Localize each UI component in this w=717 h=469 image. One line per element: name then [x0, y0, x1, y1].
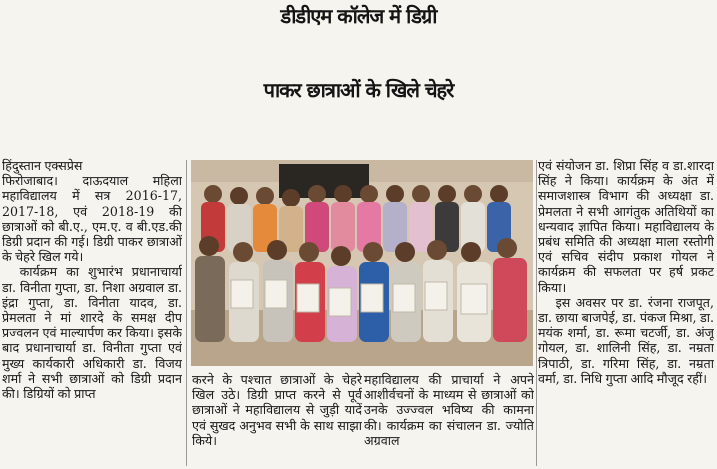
photo-caption-right [364, 372, 534, 468]
caption-right-text: महाविद्यालय की प्राचार्या ने अपने आशीर्वचनों के माध्यम से छात्राओं को उनके उज्ज्वल भविष्य की कामना की। कार्यक्रम का संचालन डा. ज्योति अग्रवाल [364, 372, 534, 448]
byline-place: फिरोजाबाद। [2, 173, 58, 189]
article-column-3 [538, 158, 714, 468]
headline-line-2: पाकर छात्राओं के खिले चेहरे [263, 78, 454, 102]
group-photo-illustration [191, 160, 533, 366]
caption-left-text: करने के पश्चात छात्राओं के चेहरे खिल उठे। डिग्री प्राप्त करने से पूर्व छात्राओं ने महाविद्यालय से जुड़ी यादें एवं सुखद अनुभव सभी के साथ साझा किये। [192, 372, 362, 448]
headline-line-1: डीडीएम कॉलेज में डिग्री [280, 4, 437, 28]
column3-paragraph-1: एवं संयोजन डा. शिप्रा सिंह व डा.शारदा सिंह ने किया। कार्यक्रम के अंत में समाजशास्त्र विभाग की अध्यक्षा डा. प्रेमलता ने सभी आगंतुक अतिथियों का धन्यवाद ज्ञापित किया। महाविद्यालय के प्रबंध समिति की अध्यक्षा माला रस्तोगी एवं सचिव संदीप प्रकाश गोयल ने कार्यक्रम की सफलता पर हर्ष प्रकट किया। [538, 158, 714, 295]
article-column-1 [2, 158, 182, 468]
column1-paragraph-2: कार्यक्रम का शुभारंभ प्रधानाचार्या डा. विनीता गुप्ता, डा. निशा अग्रवाल डा. इंद्रा गुप्ता, डा. विनीता यादव, डा. प्रेमलता ने मां शारदे के समक्ष दीप प्रज्वलन एवं माल्यार्पण कर किया। इसके बाद प्रधानाचार्या डा. विनीता गुप्ता एवं मुख्य कार्यकारी अधिकारी डा. विजय शर्मा ने सभी छात्राओं को डिग्री प्रदान की। डिग्रियों को प्राप्त [2, 264, 182, 402]
column-divider-right [536, 160, 537, 466]
photo-caption-left [192, 372, 362, 468]
column1-paragraph-1: दाऊदयाल महिला महाविद्यालय में सत्र 2016-17, 2017-18, एवं 2018-19 की छात्राओं को बी.ए., एम.ए. व बी.एड.की डिग्री प्रदान की गई। डिग्री पाकर छात्राओं के चेहरे खिल गये। [2, 173, 182, 265]
byline-source: हिंदुस्तान एक्सप्रेस [2, 158, 83, 173]
group-photo [191, 160, 533, 366]
column-divider-left [186, 160, 187, 466]
column3-paragraph-2: इस अवसर पर डा. रंजना राजपूत, डा. छाया बाजपेई, डा. पंकज मिश्रा, डा. मयंक शर्मा, डा. रूमा चटर्जी, डा. अंजू गोयल, डा. शालिनी सिंह, डा. नम्रता त्रिपाठी, डा. गरिमा सिंह, डा. नम्रता वर्मा, डा. निधि गुप्ता आदि मौजूद रहीं। [538, 294, 714, 386]
